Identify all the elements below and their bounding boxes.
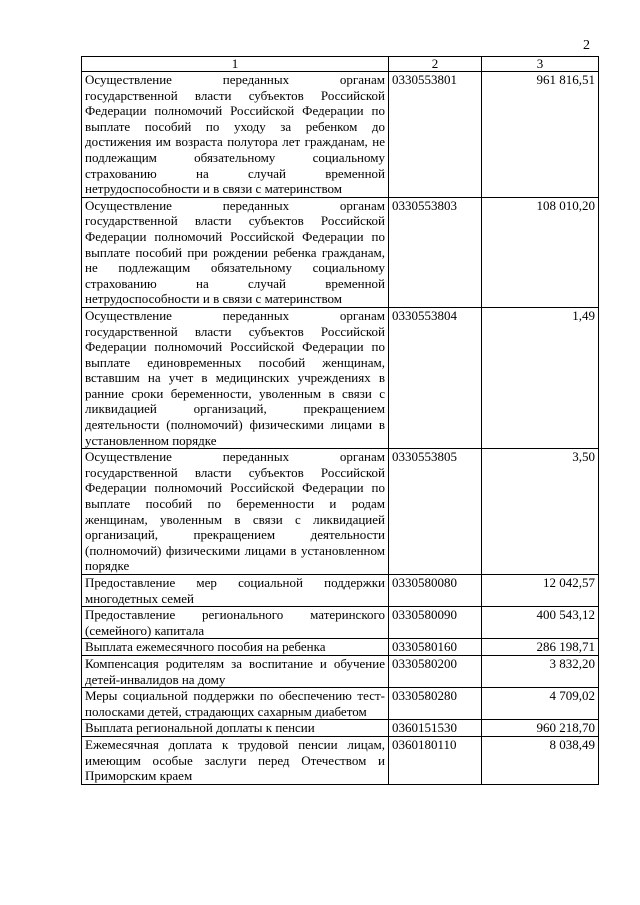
row-amount: 961 816,51 [482,72,599,198]
table-body [82,57,599,785]
row-amount: 960 218,70 [482,720,599,737]
row-description: Выплата региональной доплаты к пенсии [82,720,389,737]
row-description: Меры социальной поддержки по обеспечению тест-полосками детей, страдающих сахарным диабетом [82,688,389,720]
table-row [82,655,599,687]
row-code: 0330580080 [389,575,482,607]
row-description: Осуществление переданных органам государственной власти субъектов Российской Федерации полномочий Российской Федерации по выплате пособий по беременности и родам женщинам, уволенным в связи с ликвидацией организаций, прекращением деятельности (полномочий) физическими лицами в установленном порядке [82,449,389,575]
row-code: 0330553804 [389,307,482,448]
column-header-2: 2 [389,57,482,72]
row-description: Осуществление переданных органам государственной власти субъектов Российской Федерации полномочий Российской Федерации по выплате пособий по уходу за ребенком до достижения им возраста полутора лет гражданам, не подлежащим обязательному социальному страхованию на случай временной нетрудоспособности и в связи с материнством [82,72,389,198]
table-row [82,639,599,656]
row-description: Осуществление переданных органам государственной власти субъектов Российской Федерации полномочий Российской Федерации по выплате единовременных пособий женщинам, вставшим на учет в медицинских учреждениях в ранние сроки беременности, уволенным в связи с ликвидацией организаций, прекращением деятельности (полномочий) физическими лицами в установленном порядке [82,307,389,448]
row-amount: 108 010,20 [482,197,599,307]
row-code: 0330580160 [389,639,482,656]
row-amount: 286 198,71 [482,639,599,656]
table-row [82,307,599,448]
row-description: Предоставление мер социальной поддержки многодетных семей [82,575,389,607]
row-code: 0330580090 [389,607,482,639]
row-code: 0330553803 [389,197,482,307]
table-row [82,607,599,639]
row-amount: 3,50 [482,449,599,575]
row-code: 0330580280 [389,688,482,720]
table-row [82,736,599,784]
table-row [82,575,599,607]
row-description: Осуществление переданных органам государственной власти субъектов Российской Федерации полномочий Российской Федерации по выплате пособий при рождении ребенка гражданам, не подлежащим обязательному социальному страхованию на случай временной нетрудоспособности и в связи с материнством [82,197,389,307]
page-number: 2 [583,38,590,53]
row-amount: 3 832,20 [482,655,599,687]
row-description: Предоставление регионального материнского (семейного) капитала [82,607,389,639]
row-amount: 400 543,12 [482,607,599,639]
table-row [82,449,599,575]
table-row [82,688,599,720]
row-description: Выплата ежемесячного пособия на ребенка [82,639,389,656]
row-code: 0330580200 [389,655,482,687]
row-amount: 8 038,49 [482,736,599,784]
row-amount: 1,49 [482,307,599,448]
row-code: 0330553805 [389,449,482,575]
table-row [82,72,599,198]
column-header-3: 3 [482,57,599,72]
row-code: 0330553801 [389,72,482,198]
row-code: 0360151530 [389,720,482,737]
table-row [82,720,599,737]
table-row [82,197,599,307]
row-code: 0360180110 [389,736,482,784]
row-amount: 12 042,57 [482,575,599,607]
row-amount: 4 709,02 [482,688,599,720]
column-header-1: 1 [82,57,389,72]
table-header-row [82,57,599,72]
row-description: Ежемесячная доплата к трудовой пенсии лицам, имеющим особые заслуги перед Отечеством и Приморским краем [82,736,389,784]
budget-table [81,56,599,785]
row-description: Компенсация родителям за воспитание и обучение детей-инвалидов на дому [82,655,389,687]
